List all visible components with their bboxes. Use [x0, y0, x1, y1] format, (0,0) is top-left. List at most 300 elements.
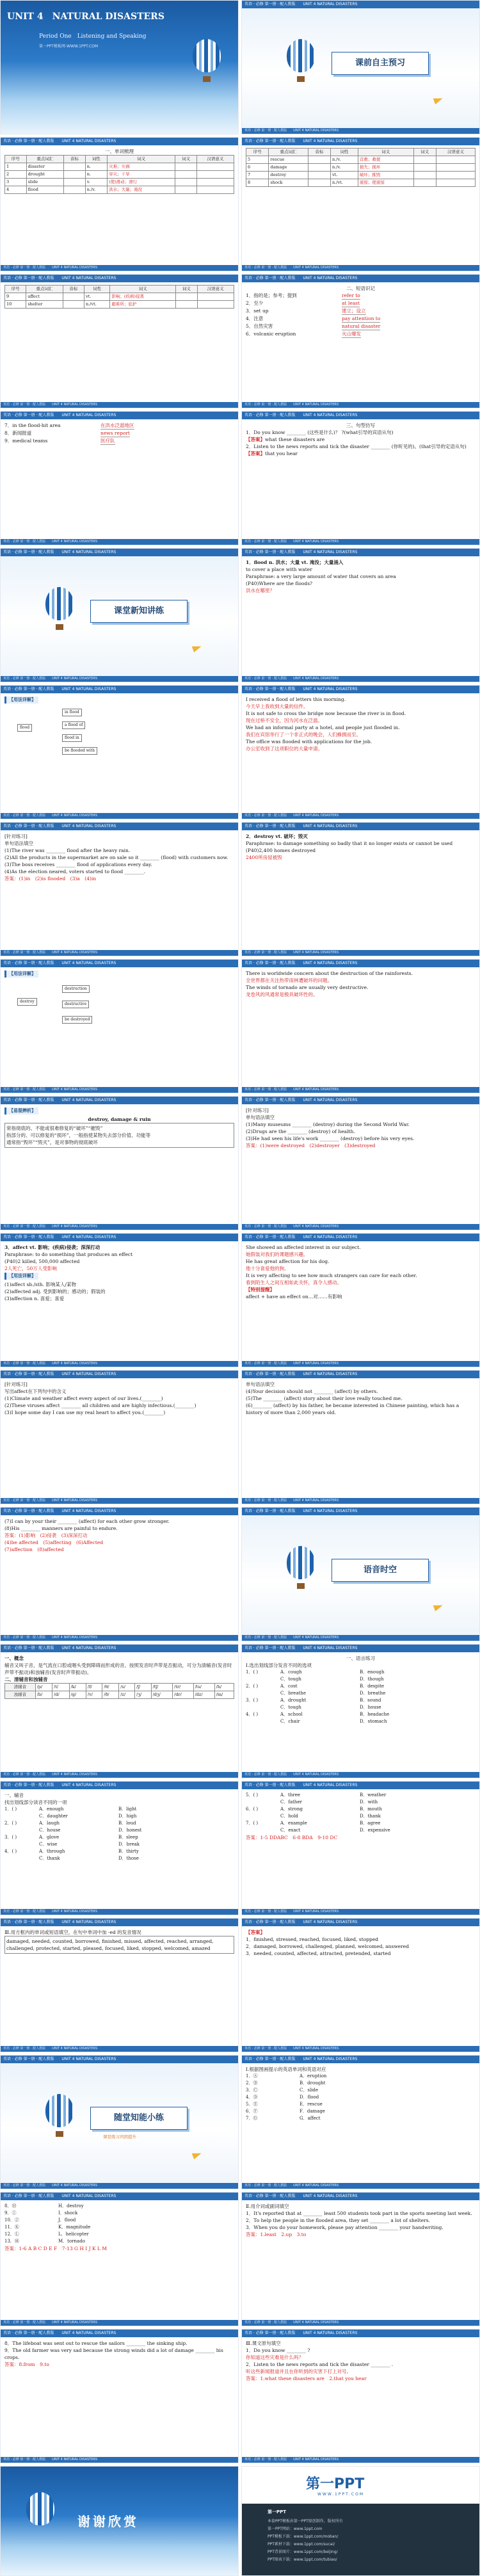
phoneme-cell: /m/: [214, 1691, 234, 1699]
table-cell: rescue: [269, 156, 308, 164]
phoneme-cell: /θ/: [102, 1684, 119, 1691]
phoneme-cell: /b/: [35, 1691, 52, 1699]
footer-band: 英语 · 必修 第一册 · 配人教版 UNIT 4 NATURAL DISASTERS: [242, 2046, 479, 2052]
option-number: 3．( ): [246, 1698, 259, 1703]
table-cell: 营救；救援: [358, 156, 413, 164]
phrase-item: [246, 330, 476, 338]
header-band: 英语 · 必修 第一册 · 配人教版 UNIT 4 NATURAL DISASTERS: [1, 2193, 238, 2200]
table-cell: [308, 156, 330, 164]
footer-band: 英语 · 必修 第一册 · 配人教版 UNIT 4 NATURAL DISASTERS: [242, 2320, 479, 2326]
balloon-icon: [193, 39, 221, 72]
phoneme-cell: /g/: [69, 1691, 86, 1699]
practice-item: (1)Many museums ________ (destroy) during the Second World War.: [246, 1122, 410, 1127]
footer-band: 英语 · 必修 第一册 · 配人教版 UNIT 4 NATURAL DISASTERS: [1, 1361, 238, 1367]
slide-vocab-c[interactable]: [0, 274, 239, 408]
table-cell: [197, 301, 234, 309]
table-cell: [308, 172, 330, 179]
table-header-cell: 序号: [5, 156, 27, 163]
option-row: [246, 1827, 476, 1834]
slide-body: [246, 1244, 476, 1359]
point-sense: to cover a place with water: [246, 567, 312, 572]
table-cell: vt.: [331, 172, 358, 179]
practice-item: (1)Climate and weather affect every aspect of our lives.(________): [4, 1396, 163, 1401]
slide-thanks[interactable]: [0, 2466, 239, 2576]
section-title: 课前自主预习: [332, 52, 429, 75]
slide-sentences[interactable]: [241, 411, 480, 545]
slide-brand[interactable]: [241, 2466, 480, 2576]
exercise-list: [246, 1792, 476, 1834]
slide-space-section[interactable]: [241, 1507, 480, 1641]
option-b: D．stomach: [360, 1719, 387, 1724]
example-en: The winds of tornado are usually very destructive.: [246, 985, 369, 990]
header-band: 英语 · 必修 第一册 · 配人教版 UNIT 4 NATURAL DISASTERS: [1, 1371, 238, 1378]
practice-list: [4, 847, 234, 875]
example-en: It is very affecting to see how much strangers can care for each other.: [246, 1273, 417, 1278]
exercise-list: [4, 1792, 234, 1862]
header-band: 英语 · 必修 第一册 · 配人教版 UNIT 4 NATURAL DISASTERS: [242, 1645, 479, 1652]
table-cell: [176, 301, 197, 309]
match-picture: 2．Ⓑ: [246, 2081, 258, 2086]
slide-body: [246, 2203, 476, 2318]
footer-band: 英语 · 必修 第一册 · 配人教版 UNIT 4 NATURAL DISASTERS: [242, 265, 479, 271]
header-band: 英语 · 必修 第一册 · 配人教版 UNIT 4 NATURAL DISASTERS: [1, 1782, 238, 1789]
slide-body: [4, 1381, 234, 1496]
ed-word-box: damaged, needed, counted, borrowed, finished, missed, affected, reached, arranged, challenged, protected, started, pleased, focused, liked, stopped, welcomed, amazed: [4, 1936, 234, 1954]
option-number: [246, 1827, 271, 1834]
example-cn: 我们在宾馆举行了一个非正式的晚会，人们蜂拥而至。: [246, 732, 361, 737]
footer-band: 英语 · 必修 第一册 · 配人教版 UNIT 4 NATURAL DISASTERS: [242, 813, 479, 819]
table-cell: [64, 171, 86, 179]
brand-line: 第一PPT网站：www.1ppt.com: [268, 2527, 323, 2531]
slide-body: [4, 833, 234, 948]
point-example: (P40)Where are the floods?: [246, 581, 313, 586]
exercise-title: 一、辅音: [4, 1792, 24, 1798]
option-row: [246, 1820, 476, 1827]
fill-title: Ⅱ.用介词或副词填空: [246, 2203, 289, 2209]
slide-body: 三、句型仿写 1．Do you know ________ (这些是什么)？ ?(what引导的宾语从句) 【答案】what these disasters are 2．Listen to the news reports and tick the disaster ________ (你听见的)。(that引导的定语从句) 【答案】that you hear: [246, 422, 476, 537]
usage-heading: 【用法详解】: [4, 1273, 38, 1280]
table-cell: 9: [5, 293, 26, 301]
slide-ed-answers[interactable]: [241, 1918, 480, 2052]
phrase-en: 在洪水泛滥地区: [100, 423, 134, 428]
option-number: 3．( ): [4, 1835, 17, 1840]
match-row: [246, 2080, 476, 2087]
table-cell: [436, 172, 475, 179]
option-a: A．school: [280, 1712, 303, 1717]
cover-slide[interactable]: [0, 0, 239, 134]
footer-band: 英语 · 必修 第一册 · 配人教版 UNIT 4 NATURAL DISASTERS: [242, 676, 479, 682]
slide-body: [246, 1655, 476, 1770]
option-a: C．daughter: [39, 1814, 68, 1819]
tail-list: [246, 2347, 476, 2375]
slide-phrases-more[interactable]: [0, 411, 239, 545]
slide-body: [246, 2066, 476, 2181]
option-a: A．example: [280, 1821, 307, 1826]
phrase-cn: 5．自然灾害: [246, 323, 273, 329]
option-number: [246, 1799, 271, 1806]
phrase-list: [4, 422, 234, 445]
option-b: D．those: [118, 1856, 139, 1861]
table-header-cell: 词义: [413, 149, 436, 156]
example-cn: 看到陌生人之间互相如此关怀，真令人感动。: [246, 1280, 342, 1285]
table-cell: [64, 186, 86, 194]
header-band: 英语 · 必修 第一册 · 配人教版 UNIT 4 NATURAL DISASTERS: [242, 2056, 479, 2063]
header-band: 英语 · 必修 第一册 · 配人教版 UNIT 4 NATURAL DISASTERS: [242, 549, 479, 556]
table-cell: [176, 293, 197, 301]
slide-practice3[interactable]: [0, 1370, 239, 1504]
match-list: [4, 2203, 234, 2245]
option-number: 6．( ): [246, 1807, 259, 1812]
footer-band: 英语 · 必修 第一册 · 配人教版 UNIT 4 NATURAL DISASTERS: [242, 1224, 479, 1230]
table-cell: [308, 179, 330, 187]
practice-sub: 单句语法填空: [246, 1115, 275, 1120]
reminder-text: affect + have an effect on…对……有影响: [246, 1294, 342, 1300]
slide-body: [4, 422, 234, 537]
point-paraphrase: Paraphrase: to do something that produces an effect: [4, 1252, 133, 1257]
phrase-en: refer to: [342, 293, 360, 298]
option-a: A．drought: [280, 1698, 307, 1703]
header-band: 英语 · 必修 第一册 · 配人教版 UNIT 4 NATURAL DISASTERS: [1, 549, 238, 556]
section-title: 语音时空: [332, 1559, 429, 1582]
table-header-cell: 序号: [5, 286, 26, 293]
option-a: A．strong: [280, 1807, 303, 1812]
footer-band: 英语 · 必修 第一册 · 配人教版 UNIT 4 NATURAL DISASTERS: [1, 2046, 238, 2052]
slide-tail[interactable]: [241, 2329, 480, 2463]
balloon-icon: [45, 2094, 74, 2127]
slide-flood-examples[interactable]: [241, 685, 480, 819]
practice-answer: (4)be affected (5)affecting (6)Affected: [4, 1540, 104, 1545]
header-band: 英语 · 必修 第一册 · 配人教版 UNIT 4 NATURAL DISASTERS: [242, 823, 479, 830]
option-row: [246, 1799, 476, 1806]
match-list: [246, 2073, 476, 2122]
table-cell: n./vt.: [84, 301, 110, 309]
phoneme-cell: /tr/: [173, 1684, 193, 1691]
practice-item: (1)The river was ________ flood after the heavy rain.: [4, 848, 131, 853]
phrase-cn: 2．至少: [246, 300, 264, 306]
slide-body: [246, 1792, 476, 1907]
header-band: 英语 · 必修 第一册 · 配人教版 UNIT 4 NATURAL DISASTERS: [1, 686, 238, 693]
table-row: [246, 164, 476, 172]
tail-cn: 听这些新闻报道并且在你听到的灾害下打上对号。: [246, 2369, 351, 2374]
phrase-cn: 1．指的是；参考；提到: [246, 293, 297, 298]
phrase-cn: 3．set up: [246, 308, 269, 314]
practice-item: 3．When you do your homework, please pay attention ________ your handwriting.: [246, 2225, 444, 2230]
slide-phonetics-exercise[interactable]: [241, 1644, 480, 1778]
fill-answer: 答案：1.least 2.up 3.to: [246, 2232, 307, 2237]
match-word: D．flood: [300, 2095, 319, 2100]
example-en: There is worldwide concern about the destruction of the rainforests.: [246, 970, 413, 976]
option-row: [246, 1711, 476, 1718]
mindmap-node: be destroyed: [62, 1016, 92, 1024]
header-band: 英语 · 必修 第一册 · 配人教版 UNIT 4 NATURAL DISASTERS: [242, 1, 479, 8]
match-word: J．flood: [58, 2218, 76, 2223]
practice-answer: 答案：(1)in (2)is flooded (3)a (4)in: [4, 876, 97, 881]
vocab-table: [4, 155, 234, 194]
slide-body: [4, 1244, 234, 1359]
phoneme-cell: /tʃ/: [151, 1684, 173, 1691]
slide-body: [4, 1792, 234, 1907]
phoneme-cell: /ʃ/: [135, 1684, 151, 1691]
table-cell: [197, 163, 234, 171]
practice-item: (4)Your decision should not ________ (affect) by others.: [246, 1389, 378, 1394]
slide-phonetics[interactable]: [0, 1644, 239, 1778]
slide-practice3b[interactable]: [0, 1507, 239, 1641]
header-band: 英语 · 必修 第一册 · 配人教版 UNIT 4 NATURAL DISASTERS: [1, 138, 238, 145]
option-number: 5．( ): [246, 1792, 259, 1798]
compare-list: [4, 1123, 234, 1148]
table-cell: destroy: [269, 172, 308, 179]
option-row: [246, 1813, 476, 1820]
phrase-cn: 6．volcanic eruption: [246, 331, 296, 337]
practice-answer: (7)affection (8)affected: [4, 1547, 64, 1552]
option-number: 1．( ): [246, 1670, 259, 1675]
balloon-basket-icon: [203, 76, 211, 82]
option-a: C．wise: [39, 1842, 58, 1847]
slide-lesson-section[interactable]: [0, 548, 239, 682]
practice-sub: 单句语法填空: [246, 1381, 275, 1387]
table-cell: [413, 164, 436, 172]
option-row: [246, 1806, 476, 1813]
phrase-en: news report: [100, 430, 130, 436]
practice-title: [针对练习]: [4, 1381, 28, 1387]
option-row: [4, 1813, 234, 1820]
match-word: F．damage: [300, 2109, 325, 2114]
practice-list: [246, 1121, 476, 1142]
phonetics-title: 一、概念: [4, 1655, 24, 1661]
option-a: A．cough: [280, 1670, 302, 1675]
phrase-en: 火山爆发: [342, 331, 361, 337]
option-b: B．thirty: [118, 1849, 139, 1854]
option-b: B．mouth: [360, 1807, 382, 1812]
ed-title: Ⅲ.用方框内的单词或短语填空，在句中单词中加 -ed 的发音情况: [4, 1929, 141, 1935]
slide-flood[interactable]: [241, 548, 480, 682]
section-subtitle: 课堂练习巩固提升: [103, 2134, 136, 2139]
cover-subtitle: Period One Listening and Speaking: [39, 33, 147, 40]
slide-practice2[interactable]: [241, 1096, 480, 1230]
slide-destroy[interactable]: [241, 822, 480, 956]
brand-line: PPT模板下载：www.1ppt.com/moban/: [268, 2534, 339, 2539]
slide-flood-usage[interactable]: [0, 685, 239, 819]
phonetics-intro: 辅音又叫子音，是气流在口腔或咽头受到障碍而形成的音。按照发音时声带是否振动，可分为清辅音(发音时声带不振动)和浊辅音(发音时声带振动)。: [4, 1662, 232, 1675]
match-word: M．tornado: [58, 2239, 85, 2244]
table-cell: shelter: [26, 301, 63, 309]
table-cell: [175, 171, 197, 179]
practice-item: 8．The lifeboat was sent out to rescue the sailors ________ the sinking ship.: [4, 2340, 188, 2346]
practice-item: 3．needed, counted, affected, attracted, pretended, started: [246, 1951, 391, 1956]
option-b: B．enough: [360, 1670, 385, 1675]
match-row: [4, 2231, 234, 2238]
phrase-cn: 7．in the flood-hit area: [4, 423, 61, 428]
practice-item: 9．The old farmer was very sad because the strong winds did a lot of damage ________ his crops.: [4, 2347, 223, 2360]
practice-sub: 单句语法填空: [4, 841, 33, 846]
header-band: 英语 · 必修 第一册 · 配人教版 UNIT 4 NATURAL DISASTERS: [1, 1234, 238, 1241]
exercise-title: 一、语言练习: [346, 1655, 375, 1661]
table-header-cell: 汉语意义: [197, 156, 234, 163]
option-number: [246, 1690, 271, 1697]
slide-vocab-b[interactable]: [241, 137, 480, 271]
table-cell: 3: [5, 179, 27, 186]
header-band: 英语 · 必修 第一册 · 配人教版 UNIT 4 NATURAL DISASTERS: [1, 823, 238, 830]
phoneme-cell: /v/: [86, 1691, 102, 1699]
table-header-cell: 词性: [84, 286, 110, 293]
slide-practice3-right[interactable]: [241, 1370, 480, 1504]
footer-band: 英语 · 必修 第一册 · 配人教版 UNIT 4 NATURAL DISASTERS: [242, 1498, 479, 1504]
point-title: 2．destroy vt. 破坏；毁灭: [246, 833, 308, 839]
slide-affect[interactable]: [0, 1233, 239, 1367]
header-band: 英语 · 必修 第一册 · 配人教版 UNIT 4 NATURAL DISASTERS: [1, 2330, 238, 2337]
footer-band: 英语 · 必修 第一册 · 配人教版 UNIT 4 NATURAL DISASTERS: [242, 950, 479, 956]
match-picture: 7．Ⓖ: [246, 2116, 258, 2121]
header-band: 英语 · 必修 第一册 · 配人教版 UNIT 4 NATURAL DISASTERS: [1, 2056, 238, 2063]
option-b: D．house: [360, 1705, 381, 1710]
slide-destroy-usage[interactable]: [0, 959, 239, 1093]
compare-words: destroy, damage & ruin: [88, 1116, 151, 1122]
option-b: D．expensive: [360, 1828, 390, 1833]
table-cell: [175, 179, 197, 186]
brand-lines: [268, 2518, 473, 2564]
sentence-item: 2．Listen to the news reports and tick the disaster ________ (你听见的)。(that引导的定语从句): [246, 444, 467, 449]
footer-band: 英语 · 必修 第一册 · 配人教版 UNIT 4 NATURAL DISASTERS: [1, 539, 238, 545]
practice-item: (3)I hope some day I can use my real heart to affect you.(________): [4, 1410, 166, 1415]
point-paraphrase: Paraphrase: a very large amount of water that covers an area: [246, 574, 396, 579]
brand-line: 本套PPT模板由第一PPT原创制作，版权所有: [268, 2519, 343, 2524]
footer-band: 英语 · 必修 第一册 · 配人教版 UNIT 4 NATURAL DISASTERS: [1, 402, 238, 408]
point-example: (P40)2 killed, 500,000 affected: [4, 1259, 80, 1264]
slide-phonetics-list2[interactable]: [241, 1781, 480, 1915]
tail-en: 1．Do you know ________ ?: [246, 2347, 310, 2353]
option-number: [246, 1813, 271, 1820]
table-cell: 影响；(疾病)侵袭: [110, 293, 176, 301]
match-title: Ⅰ.根据图画提示的英语单词和英语对应: [246, 2066, 326, 2072]
practice-item: 2．damaged, borrowed, challenged, planned, welcomed, answered: [246, 1944, 410, 1949]
header-band: 英语 · 必修 第一册 · 配人教版 UNIT 4 NATURAL DISASTERS: [1, 1919, 238, 1926]
mindmap-node: be flooded with: [62, 747, 97, 755]
slide-ed-words[interactable]: [0, 1918, 239, 2052]
table-row: [5, 163, 234, 171]
table-cell: [197, 293, 234, 301]
balloon-basket-icon: [297, 76, 305, 82]
practice-item: (4)As the election neared, voters started to flood ________.: [4, 869, 145, 874]
slide-match[interactable]: [241, 2055, 480, 2189]
match-row: [246, 2073, 476, 2080]
slide-affect-examples[interactable]: [241, 1233, 480, 1367]
usage-heading: 【用法详解】: [4, 696, 38, 704]
mindmap-node: in flood: [62, 709, 82, 716]
footer-band: 英语 · 必修 第一册 · 配人教版 UNIT 4 NATURAL DISASTERS: [1, 1772, 238, 1778]
match-row: [4, 2224, 234, 2231]
slide-destroy-examples[interactable]: [241, 959, 480, 1093]
slide-practice1[interactable]: [0, 822, 239, 956]
table-header-cell: 词义: [176, 286, 197, 293]
option-number: 4．( ): [246, 1712, 259, 1717]
slide-match2[interactable]: [0, 2192, 239, 2326]
table-row: [5, 301, 234, 309]
option-row: [246, 1669, 476, 1676]
mindmap-node: destruction: [62, 985, 90, 993]
table-cell: [413, 172, 436, 179]
table-row: [5, 179, 234, 186]
table-cell: 避难所；庇护: [110, 301, 176, 309]
phrases-title: 二、短语识记: [346, 286, 375, 291]
option-row: [4, 1855, 234, 1862]
table-cell: [308, 164, 330, 172]
option-a: C．chair: [280, 1719, 300, 1724]
table-cell: shock: [269, 179, 308, 187]
point-title: 3．affect vt. 影响；(疾病)侵袭；深深打动: [4, 1244, 100, 1250]
match-row: [246, 2101, 476, 2108]
option-a: C．thank: [39, 1856, 60, 1861]
option-b: D．thank: [360, 1814, 381, 1819]
footer-band: 英语 · 必修 第一册 · 配人教版 UNIT 4 NATURAL DISASTERS: [242, 1087, 479, 1093]
table-header-row: [246, 149, 476, 156]
table-cell: 2: [5, 171, 27, 179]
footer-band: 英语 · 必修 第一册 · 配人教版 UNIT 4 NATURAL DISASTERS: [1, 265, 238, 271]
table-cell: n./vt.: [331, 179, 358, 187]
table-cell: 6: [246, 164, 269, 172]
slide-fill2[interactable]: [0, 2329, 239, 2463]
practice-item: (8)His ________ manners are painful to endure.: [4, 1525, 118, 1531]
phrase-en: 建立；设立: [342, 308, 366, 314]
usage-item: (2)affected adj. 受到影响的；感动的；假装的: [4, 1289, 106, 1294]
phonetics-table-title: 二、清辅音和浊辅音: [4, 1677, 48, 1682]
table-header-cell: 音标: [308, 149, 330, 156]
option-row: [246, 1704, 476, 1711]
slide-body: [246, 970, 476, 1085]
example-en: We had an informal party at a hotel, and people just flooded in.: [246, 725, 400, 730]
option-b: D．high: [118, 1814, 137, 1819]
section-title: 课堂新知讲练: [90, 600, 188, 623]
slide-phrases[interactable]: [241, 274, 480, 408]
footer-band: 英语 · 必修 第一册 · 配人教版 UNIT 4 NATURAL DISASTERS: [1, 813, 238, 819]
phoneme-cell: /ts/: [193, 1684, 214, 1691]
slide-compare[interactable]: [0, 1096, 239, 1230]
match-row: [4, 2203, 234, 2210]
example-cn: 她假装对我们的课题感兴趣。: [246, 1252, 308, 1257]
mindmap-node: a flood of: [62, 721, 85, 729]
phoneme-cell: /t/: [52, 1684, 69, 1691]
table-header-cell: 汉语意义: [436, 149, 475, 156]
footer-band: 英语 · 必修 第一册 · 配人教版 UNIT 4 NATURAL DISASTERS: [1, 1909, 238, 1915]
phonetics-table: [4, 1683, 234, 1699]
practice-item: (3)The boss receives ________ flood of applications every day.: [4, 862, 152, 867]
phrase-item: [246, 323, 476, 330]
option-a: A．through: [39, 1849, 65, 1854]
example-en: It is not safe to cross the bridge now because the river is in flood.: [246, 711, 406, 716]
practice-item: (2)These viruses affect ________ all children and are highly infectious.(________): [4, 1403, 196, 1408]
slide-practice-section[interactable]: [0, 2055, 239, 2189]
table-header-cell: 序号: [246, 149, 269, 156]
slide-fill[interactable]: [241, 2192, 480, 2326]
header-band: 英语 · 必修 第一册 · 配人教版 UNIT 4 NATURAL DISASTERS: [242, 412, 479, 419]
balloon-basket-icon: [56, 624, 63, 630]
fill-answer: 答案：8.from 9.to: [4, 2362, 49, 2367]
slide-phonetics-list[interactable]: [0, 1781, 239, 1915]
slide-preview-section[interactable]: [241, 0, 480, 134]
option-number: [246, 1704, 271, 1711]
table-header-row: [5, 286, 234, 293]
practice-list: [246, 1388, 476, 1416]
phoneme-cell: /d/: [52, 1691, 69, 1699]
footer-band: 英语 · 必修 第一册 · 配人教版 UNIT 4 NATURAL DISASTERS: [242, 1635, 479, 1641]
match-picture: 13．Ⓜ: [4, 2239, 19, 2244]
option-row: [4, 1841, 234, 1848]
option-number: 2．( ): [4, 1821, 17, 1826]
phrase-en: natural disaster: [342, 323, 381, 329]
slide-vocab-a[interactable]: [0, 137, 239, 271]
exercise-note: Ⅰ.选出划线部分发音不同的选项: [246, 1662, 312, 1668]
phoneme-cell: /z/: [119, 1691, 135, 1699]
phoneme-cell: /k/: [69, 1684, 86, 1691]
